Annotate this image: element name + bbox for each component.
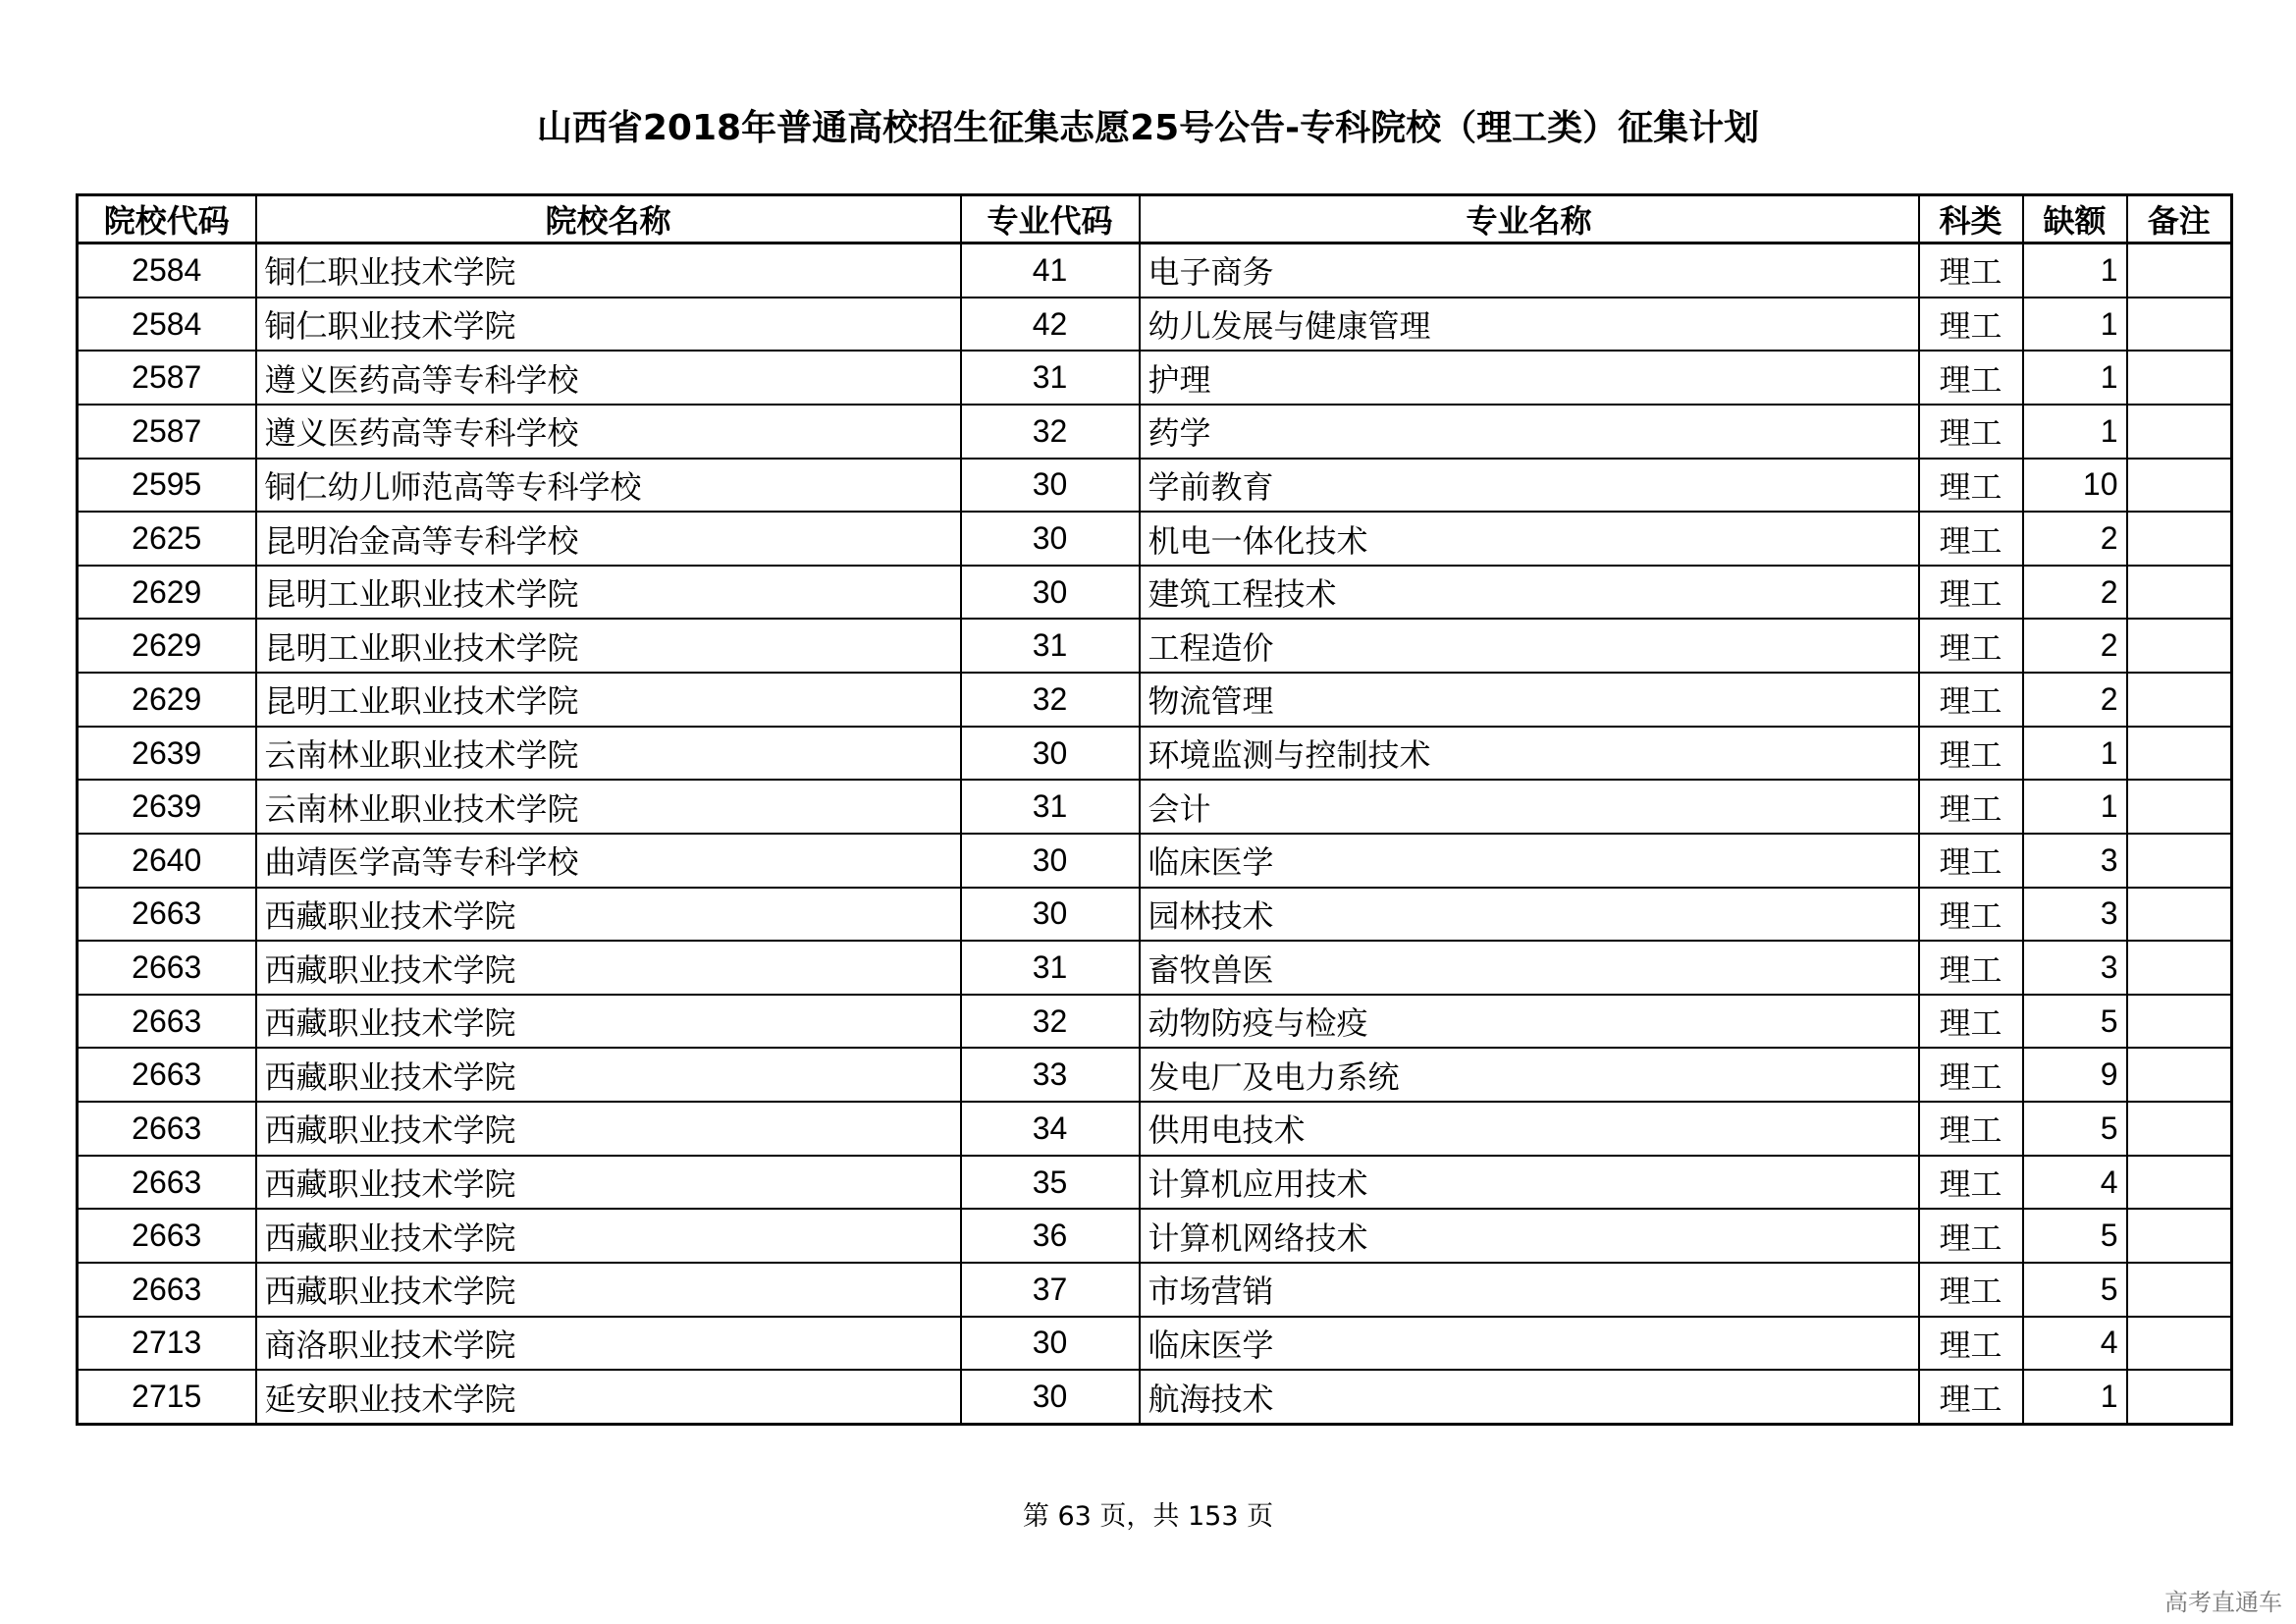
school-code-cell: 2629 (78, 619, 256, 673)
vacancies-cell: 3 (2023, 888, 2127, 942)
major-code-cell: 30 (961, 459, 1140, 513)
school-code-cell: 2663 (78, 1048, 256, 1102)
remarks-cell (2127, 1317, 2232, 1371)
header-vacancies: 缺额 (2023, 195, 2127, 244)
major-code-cell: 30 (961, 1370, 1140, 1424)
school-name-cell: 西藏职业技术学院 (256, 1263, 961, 1317)
table-row (78, 619, 2232, 673)
major-name-cell: 药学 (1140, 405, 1919, 459)
remarks-cell (2127, 995, 2232, 1049)
major-name-cell: 会计 (1140, 780, 1919, 834)
school-code-cell: 2625 (78, 512, 256, 566)
major-code-cell: 37 (961, 1263, 1140, 1317)
remarks-cell (2127, 834, 2232, 888)
table-row (78, 1048, 2232, 1102)
school-code-cell: 2584 (78, 298, 256, 352)
major-name-cell: 临床医学 (1140, 1317, 1919, 1371)
major-name-cell: 发电厂及电力系统 (1140, 1048, 1919, 1102)
school-name-cell: 西藏职业技术学院 (256, 1156, 961, 1210)
header-major-name: 专业名称 (1140, 195, 1919, 244)
category-cell: 理工 (1919, 619, 2023, 673)
major-name-cell: 临床医学 (1140, 834, 1919, 888)
school-code-cell: 2595 (78, 459, 256, 513)
vacancies-cell: 1 (2023, 1370, 2127, 1424)
category-cell: 理工 (1919, 834, 2023, 888)
vacancies-cell: 2 (2023, 673, 2127, 727)
vacancies-cell: 3 (2023, 941, 2127, 995)
remarks-cell (2127, 888, 2232, 942)
major-name-cell: 电子商务 (1140, 244, 1919, 298)
major-name-cell: 计算机应用技术 (1140, 1156, 1919, 1210)
school-code-cell: 2663 (78, 888, 256, 942)
vacancies-cell: 5 (2023, 1263, 2127, 1317)
category-cell: 理工 (1919, 1317, 2023, 1371)
remarks-cell (2127, 512, 2232, 566)
major-code-cell: 34 (961, 1102, 1140, 1156)
major-name-cell: 计算机网络技术 (1140, 1209, 1919, 1263)
major-name-cell: 环境监测与控制技术 (1140, 727, 1919, 781)
category-cell: 理工 (1919, 244, 2023, 298)
remarks-cell (2127, 1263, 2232, 1317)
remarks-cell (2127, 1156, 2232, 1210)
school-name-cell: 西藏职业技术学院 (256, 1048, 961, 1102)
table-row (78, 780, 2232, 834)
school-code-cell: 2639 (78, 780, 256, 834)
vacancies-cell: 2 (2023, 512, 2127, 566)
remarks-cell (2127, 727, 2232, 781)
vacancies-cell: 1 (2023, 780, 2127, 834)
major-code-cell: 36 (961, 1209, 1140, 1263)
major-name-cell: 机电一体化技术 (1140, 512, 1919, 566)
school-name-cell: 西藏职业技术学院 (256, 1102, 961, 1156)
category-cell: 理工 (1919, 727, 2023, 781)
major-name-cell: 园林技术 (1140, 888, 1919, 942)
major-name-cell: 学前教育 (1140, 459, 1919, 513)
school-code-cell: 2715 (78, 1370, 256, 1424)
school-name-cell: 铜仁职业技术学院 (256, 298, 961, 352)
school-code-cell: 2629 (78, 566, 256, 620)
school-code-cell: 2663 (78, 1102, 256, 1156)
category-cell: 理工 (1919, 459, 2023, 513)
remarks-cell (2127, 459, 2232, 513)
table-row (78, 566, 2232, 620)
remarks-cell (2127, 941, 2232, 995)
major-code-cell: 30 (961, 834, 1140, 888)
remarks-cell (2127, 244, 2232, 298)
page-title: 山西省2018年普通高校招生征集志愿25号公告-专科院校（理工类）征集计划 (536, 108, 1760, 148)
school-code-cell: 2663 (78, 995, 256, 1049)
major-code-cell: 33 (961, 1048, 1140, 1102)
major-code-cell: 31 (961, 619, 1140, 673)
remarks-cell (2127, 673, 2232, 727)
major-code-cell: 31 (961, 780, 1140, 834)
category-cell: 理工 (1919, 566, 2023, 620)
school-name-cell: 遵义医药高等专科学校 (256, 405, 961, 459)
table-row (78, 351, 2232, 405)
table-row (78, 1317, 2232, 1371)
major-code-cell: 31 (961, 941, 1140, 995)
category-cell: 理工 (1919, 941, 2023, 995)
major-code-cell: 30 (961, 888, 1140, 942)
school-name-cell: 西藏职业技术学院 (256, 1209, 961, 1263)
vacancies-cell: 2 (2023, 619, 2127, 673)
major-code-cell: 30 (961, 1317, 1140, 1371)
header-remarks: 备注 (2127, 195, 2232, 244)
table-header-row (78, 195, 2232, 244)
category-cell: 理工 (1919, 995, 2023, 1049)
header-major-code: 专业代码 (961, 195, 1140, 244)
major-name-cell: 物流管理 (1140, 673, 1919, 727)
enrollment-plan-table (76, 193, 2233, 1426)
major-name-cell: 畜牧兽医 (1140, 941, 1919, 995)
major-name-cell: 护理 (1140, 351, 1919, 405)
school-name-cell: 西藏职业技术学院 (256, 888, 961, 942)
remarks-cell (2127, 351, 2232, 405)
school-code-cell: 2629 (78, 673, 256, 727)
school-name-cell: 西藏职业技术学院 (256, 941, 961, 995)
school-code-cell: 2663 (78, 1263, 256, 1317)
school-code-cell: 2663 (78, 941, 256, 995)
table-row (78, 1209, 2232, 1263)
school-name-cell: 西藏职业技术学院 (256, 995, 961, 1049)
vacancies-cell: 5 (2023, 995, 2127, 1049)
major-name-cell: 供用电技术 (1140, 1102, 1919, 1156)
table-row (78, 727, 2232, 781)
major-code-cell: 32 (961, 405, 1140, 459)
vacancies-cell: 9 (2023, 1048, 2127, 1102)
vacancies-cell: 1 (2023, 244, 2127, 298)
category-cell: 理工 (1919, 1263, 2023, 1317)
school-name-cell: 遵义医药高等专科学校 (256, 351, 961, 405)
category-cell: 理工 (1919, 1048, 2023, 1102)
school-name-cell: 云南林业职业技术学院 (256, 780, 961, 834)
school-name-cell: 云南林业职业技术学院 (256, 727, 961, 781)
school-name-cell: 铜仁职业技术学院 (256, 244, 961, 298)
major-code-cell: 30 (961, 512, 1140, 566)
category-cell: 理工 (1919, 1370, 2023, 1424)
major-code-cell: 42 (961, 298, 1140, 352)
school-name-cell: 延安职业技术学院 (256, 1370, 961, 1424)
remarks-cell (2127, 566, 2232, 620)
remarks-cell (2127, 1048, 2232, 1102)
table-row (78, 244, 2232, 298)
table-row (78, 1370, 2232, 1424)
category-cell: 理工 (1919, 405, 2023, 459)
major-name-cell: 市场营销 (1140, 1263, 1919, 1317)
page-number: 第 63 页，共 153 页 (1022, 1501, 1274, 1532)
table-row (78, 995, 2232, 1049)
school-code-cell: 2663 (78, 1156, 256, 1210)
table-row (78, 941, 2232, 995)
header-school-code: 院校代码 (78, 195, 256, 244)
major-code-cell: 32 (961, 673, 1140, 727)
remarks-cell (2127, 298, 2232, 352)
major-code-cell: 31 (961, 351, 1140, 405)
school-code-cell: 2639 (78, 727, 256, 781)
table-body (78, 244, 2232, 1425)
category-cell: 理工 (1919, 673, 2023, 727)
table-row (78, 1102, 2232, 1156)
category-cell: 理工 (1919, 298, 2023, 352)
school-name-cell: 昆明工业职业技术学院 (256, 619, 961, 673)
major-code-cell: 35 (961, 1156, 1140, 1210)
vacancies-cell: 1 (2023, 727, 2127, 781)
vacancies-cell: 5 (2023, 1209, 2127, 1263)
remarks-cell (2127, 1102, 2232, 1156)
school-name-cell: 铜仁幼儿师范高等专科学校 (256, 459, 961, 513)
school-name-cell: 曲靖医学高等专科学校 (256, 834, 961, 888)
vacancies-cell: 1 (2023, 298, 2127, 352)
remarks-cell (2127, 1370, 2232, 1424)
remarks-cell (2127, 780, 2232, 834)
school-name-cell: 昆明工业职业技术学院 (256, 673, 961, 727)
school-code-cell: 2587 (78, 405, 256, 459)
major-code-cell: 32 (961, 995, 1140, 1049)
category-cell: 理工 (1919, 512, 2023, 566)
category-cell: 理工 (1919, 888, 2023, 942)
vacancies-cell: 5 (2023, 1102, 2127, 1156)
vacancies-cell: 10 (2023, 459, 2127, 513)
table-row (78, 673, 2232, 727)
table-row (78, 459, 2232, 513)
remarks-cell (2127, 1209, 2232, 1263)
major-code-cell: 41 (961, 244, 1140, 298)
school-name-cell: 商洛职业技术学院 (256, 1317, 961, 1371)
major-name-cell: 建筑工程技术 (1140, 566, 1919, 620)
school-name-cell: 昆明工业职业技术学院 (256, 566, 961, 620)
category-cell: 理工 (1919, 1156, 2023, 1210)
major-name-cell: 航海技术 (1140, 1370, 1919, 1424)
category-cell: 理工 (1919, 1209, 2023, 1263)
table-row (78, 834, 2232, 888)
table-row (78, 1263, 2232, 1317)
table-row (78, 512, 2232, 566)
table-row (78, 1156, 2232, 1210)
vacancies-cell: 4 (2023, 1156, 2127, 1210)
major-name-cell: 动物防疫与检疫 (1140, 995, 1919, 1049)
vacancies-cell: 4 (2023, 1317, 2127, 1371)
vacancies-cell: 2 (2023, 566, 2127, 620)
major-name-cell: 工程造价 (1140, 619, 1919, 673)
school-name-cell: 昆明冶金高等专科学校 (256, 512, 961, 566)
watermark: 高考直通车 (2164, 1589, 2282, 1616)
school-code-cell: 2713 (78, 1317, 256, 1371)
school-code-cell: 2587 (78, 351, 256, 405)
remarks-cell (2127, 405, 2232, 459)
vacancies-cell: 3 (2023, 834, 2127, 888)
school-code-cell: 2584 (78, 244, 256, 298)
major-code-cell: 30 (961, 566, 1140, 620)
major-code-cell: 30 (961, 727, 1140, 781)
major-name-cell: 幼儿发展与健康管理 (1140, 298, 1919, 352)
school-code-cell: 2640 (78, 834, 256, 888)
header-school-name: 院校名称 (256, 195, 961, 244)
school-code-cell: 2663 (78, 1209, 256, 1263)
remarks-cell (2127, 619, 2232, 673)
table-row (78, 405, 2232, 459)
category-cell: 理工 (1919, 780, 2023, 834)
vacancies-cell: 1 (2023, 351, 2127, 405)
table-row (78, 298, 2232, 352)
header-category: 科类 (1919, 195, 2023, 244)
vacancies-cell: 1 (2023, 405, 2127, 459)
category-cell: 理工 (1919, 351, 2023, 405)
table-row (78, 888, 2232, 942)
category-cell: 理工 (1919, 1102, 2023, 1156)
